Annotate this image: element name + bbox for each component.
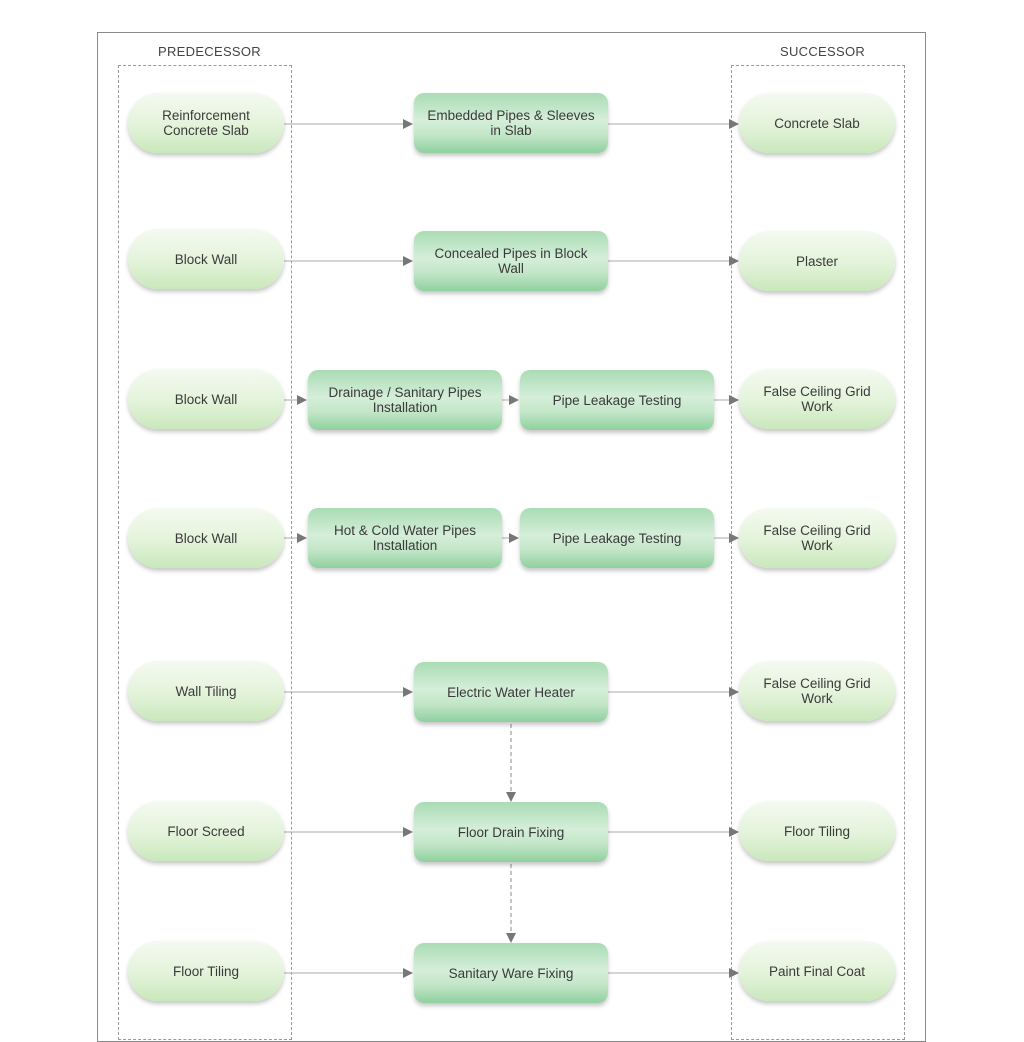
task-node: Pipe Leakage Testing [520,508,714,568]
successor-node: Paint Final Coat [739,941,895,1001]
task-node: Sanitary Ware Fixing [414,943,608,1003]
predecessor-header: PREDECESSOR [158,44,261,59]
successor-node: Floor Tiling [739,801,895,861]
successor-node: Concrete Slab [739,93,895,153]
task-node: Pipe Leakage Testing [520,370,714,430]
task-node: Concealed Pipes in Block Wall [414,231,608,291]
successor-node: False Ceiling Grid Work [739,508,895,568]
predecessor-node: Wall Tiling [128,661,284,721]
predecessor-node: Reinforcement Concrete Slab [128,93,284,153]
predecessor-node: Block Wall [128,229,284,289]
successor-node: False Ceiling Grid Work [739,369,895,429]
successor-node: Plaster [739,231,895,291]
task-node: Hot & Cold Water Pipes Installation [308,508,502,568]
task-node: Embedded Pipes & Sleeves in Slab [414,93,608,153]
task-node: Drainage / Sanitary Pipes Installation [308,370,502,430]
task-node: Floor Drain Fixing [414,802,608,862]
predecessor-node: Block Wall [128,508,284,568]
task-node: Electric Water Heater [414,662,608,722]
successor-node: False Ceiling Grid Work [739,661,895,721]
predecessor-node: Block Wall [128,369,284,429]
successor-header: SUCCESSOR [780,44,866,59]
predecessor-node: Floor Tiling [128,941,284,1001]
predecessor-node: Floor Screed [128,801,284,861]
